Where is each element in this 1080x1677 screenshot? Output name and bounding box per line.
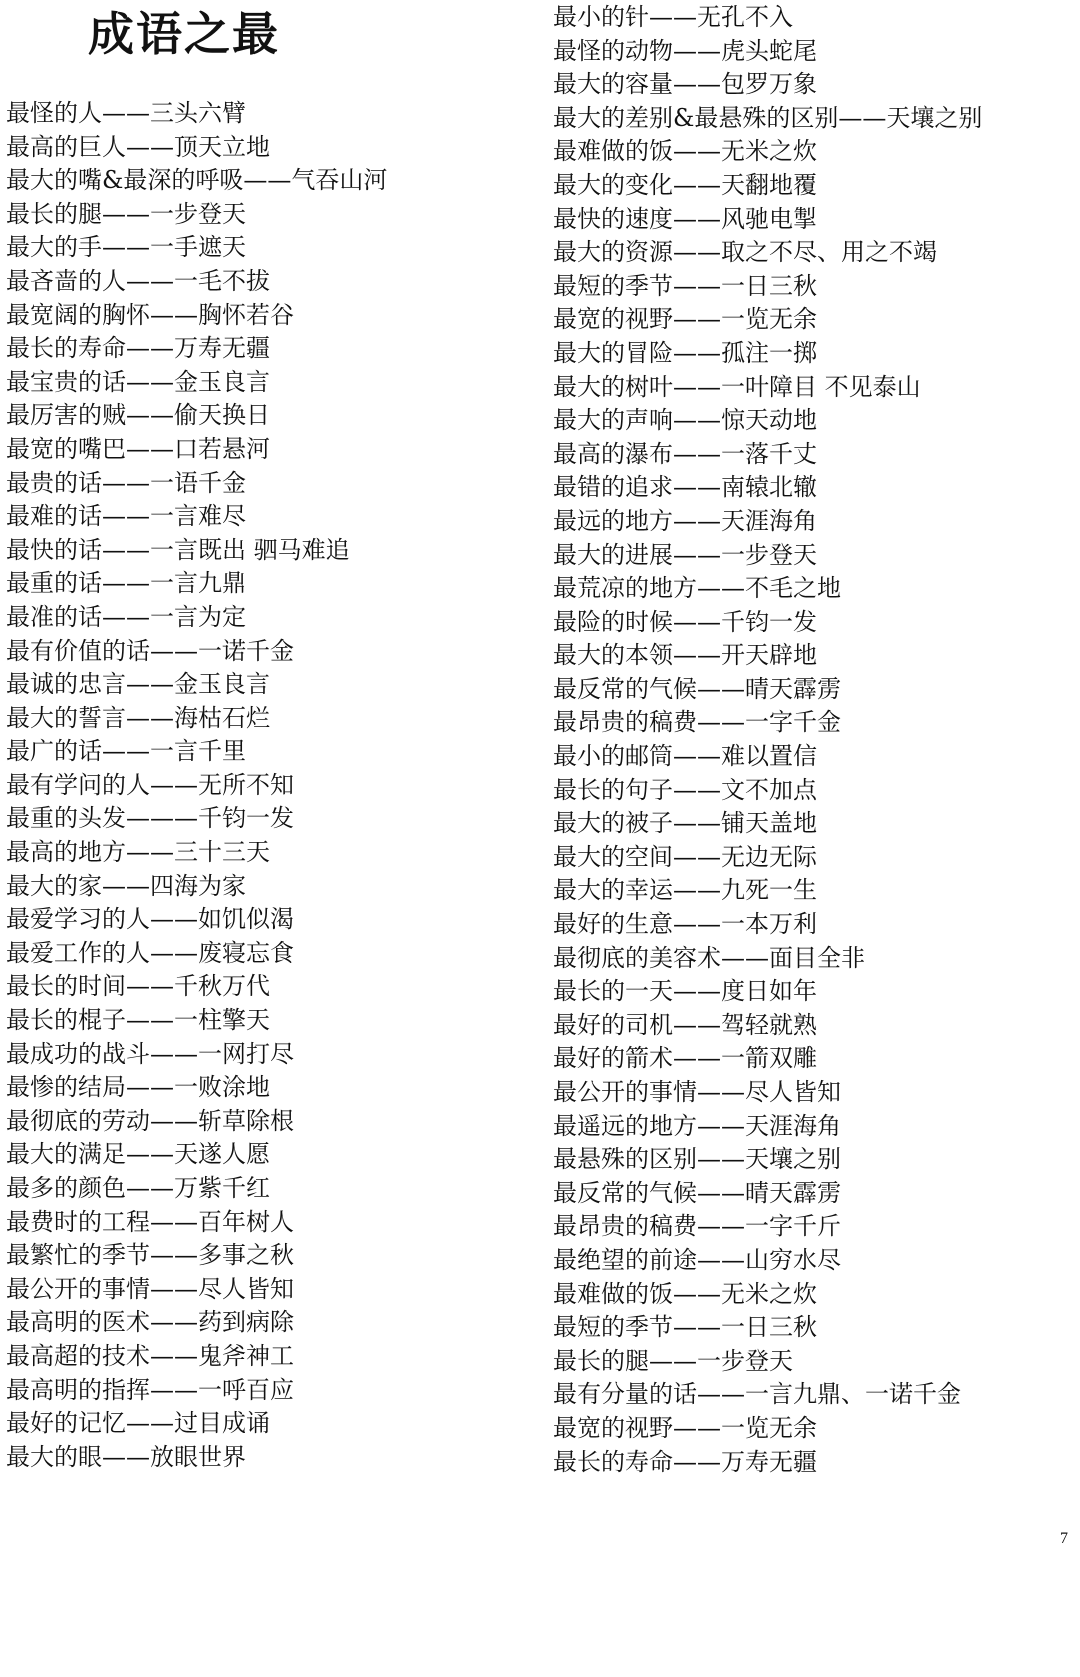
idiom-entry: 最长的腿——一步登天	[6, 199, 246, 228]
idiom-entry: 最大的冒险——孤注一掷	[553, 338, 817, 367]
idiom-entry: 最遥远的地方——天涯海角	[553, 1111, 841, 1140]
idiom-entry: 最重的头发———千钧一发	[6, 804, 294, 833]
idiom-entry: 最高明的指挥——一呼百应	[6, 1375, 294, 1404]
idiom-entry: 最准的话——一言为定	[6, 602, 246, 631]
idiom-entry: 最好的生意——一本万利	[553, 910, 817, 939]
idiom-entry: 最绝望的前途——山穷水尽	[553, 1245, 841, 1274]
idiom-entry: 最彻底的美容术——面目全非	[553, 943, 865, 972]
idiom-entry: 最长的寿命——万寿无疆	[553, 1447, 817, 1476]
page-title: 成语之最	[88, 7, 280, 61]
idiom-entry: 最大的变化——天翻地覆	[553, 170, 817, 199]
idiom-entry: 最公开的事情——尽人皆知	[6, 1274, 294, 1303]
idiom-entry: 最费时的工程——百年树人	[6, 1207, 294, 1236]
idiom-entry: 最厉害的贼——偷天换日	[6, 401, 270, 430]
idiom-entry: 最悬殊的区别——天壤之别	[553, 1145, 841, 1174]
idiom-entry: 最高的巨人——顶天立地	[6, 132, 270, 161]
idiom-entry: 最大的资源——取之不尽、用之不竭	[553, 238, 937, 267]
idiom-entry: 最广的话——一言千里	[6, 737, 246, 766]
idiom-entry: 最小的针——无孔不入	[553, 3, 793, 31]
idiom-entry: 最难的话——一言难尽	[6, 502, 246, 531]
idiom-entry: 最吝啬的人——一毛不拔	[6, 266, 270, 295]
idiom-entry: 最高的瀑布——一落千丈	[553, 439, 817, 468]
idiom-entry: 最远的地方——天涯海角	[553, 506, 817, 535]
idiom-entry: 最大的树叶——一叶障目 不见泰山	[553, 372, 921, 401]
idiom-entry: 最贵的话——一语千金	[6, 468, 246, 497]
idiom-entry: 最宽的视野——一览无余	[553, 305, 817, 334]
idiom-entry: 最大的嘴&最深的呼吸——气吞山河	[6, 166, 388, 195]
idiom-entry: 最长的句子——文不加点	[553, 775, 817, 804]
idiom-entry: 最大的手——一手遮天	[6, 233, 246, 262]
idiom-entry: 最有学问的人——无所不知	[6, 770, 294, 799]
idiom-entry: 最宝贵的话——金玉良言	[6, 367, 270, 396]
idiom-entry: 最大的家——四海为家	[6, 871, 246, 900]
idiom-entry: 最快的话——一言既出 驷马难追	[6, 535, 350, 564]
idiom-entry: 最快的速度——风驰电掣	[553, 204, 817, 233]
idiom-entry: 最错的追求——南辕北辙	[553, 473, 817, 502]
idiom-entry: 最长的腿——一步登天	[553, 1346, 793, 1375]
idiom-entry: 最长的时间——千秋万代	[6, 972, 270, 1001]
idiom-entry: 最昂贵的稿费——一字千斤	[553, 1212, 841, 1241]
idiom-entry: 最险的时候——千钧一发	[553, 607, 817, 636]
idiom-entry: 最大的进展——一步登天	[553, 540, 817, 569]
idiom-entry: 最有分量的话——一言九鼎、一诺千金	[553, 1380, 961, 1409]
idiom-entry: 最诚的忠言——金玉良言	[6, 670, 270, 699]
idiom-entry: 最高明的医术——药到病除	[6, 1308, 294, 1337]
idiom-list-right	[553, 1, 1073, 1479]
idiom-entry: 最大的满足——天遂人愿	[6, 1140, 270, 1169]
idiom-entry: 最好的箭术——一箭双雕	[553, 1044, 817, 1073]
idiom-entry: 最公开的事情——尽人皆知	[553, 1078, 841, 1106]
idiom-entry: 最彻底的劳动——斩草除根	[6, 1106, 294, 1135]
idiom-entry: 最昂贵的稿费——一字千金	[553, 708, 841, 737]
idiom-entry: 最好的记忆——过目成诵	[6, 1409, 270, 1438]
idiom-entry: 最惨的结局——一败涂地	[6, 1073, 270, 1102]
idiom-entry: 最难做的饭——无米之炊	[553, 1279, 817, 1308]
idiom-entry: 最大的差别&最悬殊的区别——天壤之别	[553, 103, 983, 132]
idiom-entry: 最宽的嘴巴——口若悬河	[6, 434, 270, 463]
idiom-entry: 最大的声响——惊天动地	[553, 406, 817, 435]
idiom-entry: 最怪的动物——虎头蛇尾	[553, 36, 817, 65]
idiom-entry: 最宽的视野——一览无余	[553, 1413, 817, 1442]
idiom-entry: 最大的誓言——海枯石烂	[6, 703, 270, 732]
idiom-list-left	[6, 97, 526, 1474]
idiom-entry: 最难做的饭——无米之炊	[553, 137, 817, 166]
idiom-entry: 最爱学习的人——如饥似渴	[6, 905, 294, 934]
idiom-entry: 最小的邮筒——难以置信	[553, 742, 817, 771]
idiom-entry: 最好的司机——驾轻就熟	[553, 1010, 817, 1039]
idiom-entry: 最大的眼——放眼世界	[6, 1442, 246, 1471]
idiom-entry: 最重的话——一言九鼎	[6, 569, 246, 598]
idiom-entry: 最荒凉的地方——不毛之地	[553, 574, 841, 603]
idiom-entry: 最怪的人——三头六臂	[6, 99, 246, 127]
idiom-entry: 最繁忙的季节——多事之秋	[6, 1241, 294, 1270]
idiom-entry: 最大的幸运——九死一生	[553, 876, 817, 905]
idiom-entry: 最高的地方——三十三天	[6, 838, 270, 867]
idiom-entry: 最有价值的话——一诺千金	[6, 636, 294, 665]
idiom-entry: 最反常的气候——晴天霹雳	[553, 674, 841, 703]
idiom-entry: 最长的寿命——万寿无疆	[6, 334, 270, 363]
idiom-entry: 最短的季节——一日三秋	[553, 1313, 817, 1342]
idiom-entry: 最大的被子——铺天盖地	[553, 809, 817, 838]
idiom-entry: 最多的颜色——万紫千红	[6, 1174, 270, 1202]
idiom-entry: 最反常的气候——晴天霹雳	[553, 1178, 841, 1207]
idiom-entry: 最大的本领——开天辟地	[553, 641, 817, 670]
idiom-entry: 最爱工作的人——废寝忘食	[6, 938, 294, 967]
idiom-entry: 最长的一天——度日如年	[553, 977, 817, 1006]
idiom-entry: 最短的季节——一日三秋	[553, 271, 817, 300]
idiom-entry: 最成功的战斗——一网打尽	[6, 1039, 294, 1068]
idiom-entry: 最大的空间——无边无际	[553, 842, 817, 871]
idiom-entry: 最长的棍子——一柱擎天	[6, 1006, 270, 1035]
page-number: 7	[1060, 1530, 1068, 1547]
idiom-entry: 最高超的技术——鬼斧神工	[6, 1341, 294, 1370]
idiom-entry: 最宽阔的胸怀——胸怀若谷	[6, 300, 294, 329]
idiom-entry: 最大的容量——包罗万象	[553, 70, 817, 99]
